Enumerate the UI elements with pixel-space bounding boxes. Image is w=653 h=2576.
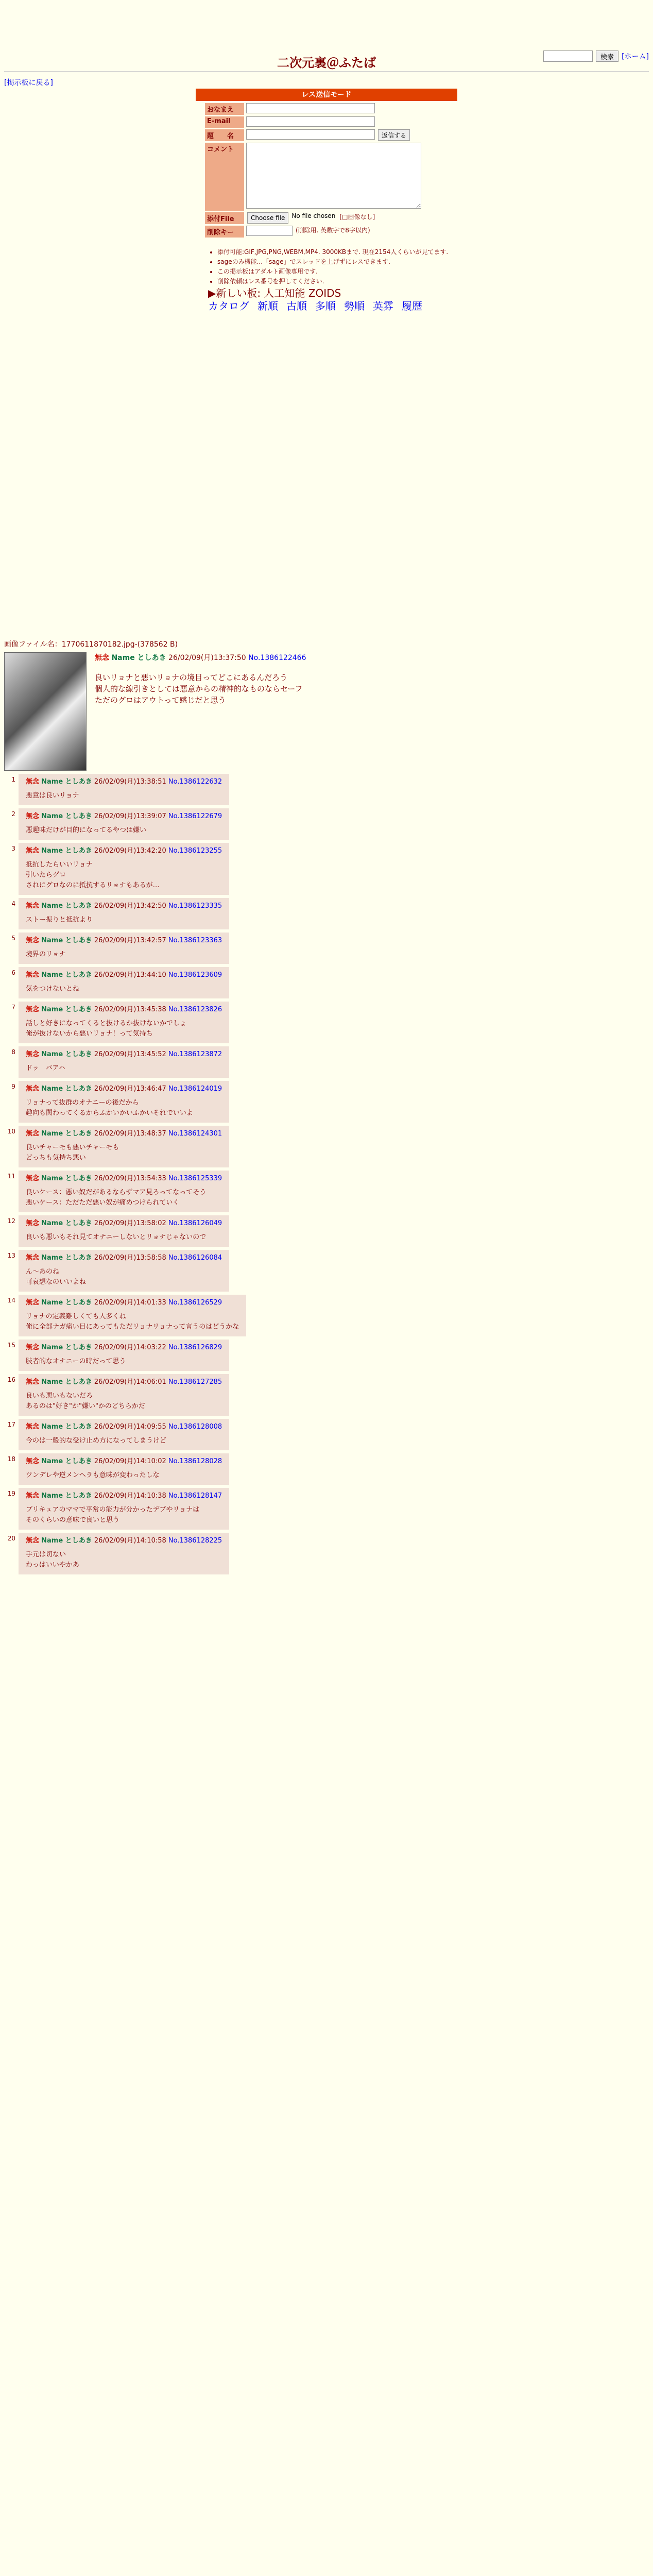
reply-number-link[interactable]: No.1386124019 <box>168 1085 222 1093</box>
reply-name: Name としあき <box>41 971 92 979</box>
reply-number-link[interactable]: No.1386126829 <box>168 1344 222 1351</box>
reply-name: Name としあき <box>41 1344 92 1351</box>
reply-name: Name としあき <box>41 778 92 786</box>
reply-name: Name としあき <box>41 1492 92 1500</box>
op-header <box>95 652 306 663</box>
reply-index: 10 <box>7 1128 15 1135</box>
reply-line: 悪意は良いリョナ <box>26 792 79 800</box>
reply-date: 26/02/09(月)13:42:20 <box>94 847 166 855</box>
reply-line: 俺が抜けないから悪いリョナ！って気持ち <box>26 1030 153 1038</box>
reply-subject: 無念 <box>26 1175 40 1182</box>
reply-row <box>4 1340 648 1371</box>
reply-number-link[interactable]: No.1386126049 <box>168 1219 222 1227</box>
reply-post <box>19 1250 229 1292</box>
file-status: No file chosen <box>291 212 336 219</box>
reply-line: 可哀想なのいいよね <box>26 1278 87 1286</box>
reply-subject: 無念 <box>26 1130 40 1138</box>
reply-number-link[interactable]: No.1386128225 <box>168 1537 222 1545</box>
reply-date: 26/02/09(月)13:58:58 <box>94 1254 166 1262</box>
reply-row <box>4 1250 648 1292</box>
reply-post <box>19 774 229 805</box>
comment-textarea[interactable] <box>246 143 421 209</box>
reply-subject: 無念 <box>26 1492 40 1500</box>
reply-row <box>4 808 648 840</box>
reply-number-link[interactable]: No.1386126529 <box>168 1299 222 1307</box>
rule-item: • 削除依頼はレス番号を押してください. <box>217 277 476 286</box>
reply-number-link[interactable]: No.1386122679 <box>168 812 222 820</box>
reply-post <box>19 1002 229 1043</box>
reply-date: 26/02/09(月)14:09:55 <box>94 1423 166 1431</box>
reply-date: 26/02/09(月)13:44:10 <box>94 971 166 979</box>
reply-post <box>19 1295 246 1336</box>
op-number-link[interactable]: No.1386122466 <box>248 654 306 662</box>
reply-date: 26/02/09(月)14:06:01 <box>94 1378 166 1386</box>
reply-subject: 無念 <box>26 971 40 979</box>
reply-row <box>4 1295 648 1336</box>
reply-row <box>4 1046 648 1078</box>
reply-line: 悪いケース：ただただ悪い奴が痛めつけられていく <box>26 1199 180 1207</box>
reply-text <box>26 825 222 836</box>
reply-name: Name としあき <box>41 1050 92 1058</box>
reply-name: Name としあき <box>41 1423 92 1431</box>
reply-index: 13 <box>7 1252 15 1259</box>
rule-item: • 添付可能:GIF,JPG,PNG,WEBM,MP4. 3000KBまで. 現在2154人くらいが見てます. <box>217 247 476 257</box>
reply-header <box>26 1048 222 1058</box>
reply-line: 俺に全部ナガ痛い目にあってもただリョナリョナって言うのはどうかな <box>26 1323 239 1331</box>
history-link[interactable]: 履歴 <box>402 300 422 312</box>
reply-name: Name としあき <box>41 1537 92 1545</box>
reply-text <box>26 1391 222 1412</box>
reply-subject: 無念 <box>26 812 40 820</box>
file-label: 添付File <box>205 212 244 224</box>
op-text <box>95 672 306 706</box>
name-label: おなまえ <box>205 103 244 115</box>
reply-row <box>4 1215 648 1247</box>
reply-post <box>19 1126 229 1167</box>
reply-header <box>26 1376 222 1386</box>
reply-subject: 無念 <box>26 1458 40 1465</box>
rule-item: • sageのみ機能...「sage」でスレッドを上げずにレスできます. <box>217 257 476 267</box>
reply-subject: 無念 <box>26 847 40 855</box>
reply-date: 26/02/09(月)13:54:33 <box>94 1175 166 1182</box>
reply-header <box>26 845 222 855</box>
board-rules <box>208 247 476 311</box>
reply-name: Name としあき <box>41 1219 92 1227</box>
subject-label: 題 名 <box>205 129 244 141</box>
reply-date: 26/02/09(月)14:01:33 <box>94 1299 166 1307</box>
reply-line: ドッ バアハ <box>26 1064 65 1072</box>
reply-name: Name としあき <box>41 1299 92 1307</box>
reply-text <box>26 1019 222 1039</box>
reply-date: 26/02/09(月)13:45:38 <box>94 1006 166 1013</box>
reply-line: わっはいいやかあ <box>26 1561 79 1569</box>
reply-name: Name としあき <box>41 1006 92 1013</box>
back-to-board-link[interactable]: [掲示板に戻る] <box>4 79 53 87</box>
reply-line: ん〜あのね <box>26 1268 60 1276</box>
reply-index: 16 <box>7 1376 15 1383</box>
delkey-label: 削除キー <box>205 226 244 238</box>
reply-subject: 無念 <box>26 902 40 910</box>
reply-text <box>26 984 222 994</box>
reply-row <box>4 1171 648 1212</box>
reply-index: 3 <box>11 845 15 852</box>
reply-number-link[interactable]: No.1386125339 <box>168 1175 222 1182</box>
choose-file-button[interactable]: Choose file <box>247 212 288 224</box>
catalog-link[interactable]: カタログ <box>208 300 249 312</box>
reply-text <box>26 1232 222 1243</box>
reply-header <box>26 810 222 820</box>
reply-date: 26/02/09(月)13:46:47 <box>94 1085 166 1093</box>
reply-row <box>4 1126 648 1167</box>
op-line: 個人的な線引きとしては悪意からの精神的なものならセーフ <box>95 684 303 693</box>
reply-text <box>26 1312 239 1332</box>
reply-date: 26/02/09(月)13:58:02 <box>94 1219 166 1227</box>
op-thumbnail[interactable] <box>4 652 87 771</box>
reply-header <box>26 1217 222 1227</box>
search-button[interactable]: 検索 <box>596 50 618 62</box>
reply-subject: 無念 <box>26 1085 40 1093</box>
reply-row <box>4 1533 648 1574</box>
email-input[interactable] <box>246 116 375 127</box>
reply-index: 9 <box>11 1083 15 1090</box>
reply-date: 26/02/09(月)13:45:52 <box>94 1050 166 1058</box>
reply-post <box>19 1340 229 1371</box>
reply-line: 話しと好きになってくると抜けるか抜けないかでしょ <box>26 1020 187 1027</box>
reply-name: Name としあき <box>41 847 92 855</box>
reply-index: 5 <box>11 935 15 942</box>
reply-date: 26/02/09(月)14:10:02 <box>94 1458 166 1465</box>
reply-post <box>19 1081 229 1123</box>
comment-label: コメント <box>205 143 244 211</box>
subject-input[interactable] <box>246 129 375 140</box>
reply-name: Name としあき <box>41 1085 92 1093</box>
reply-line: ブリキュアのママで平常の能力が分かったデブやリョナは <box>26 1506 200 1514</box>
reply-text <box>26 1143 222 1163</box>
reply-text <box>26 1436 222 1446</box>
reply-post <box>19 1374 229 1416</box>
reply-subject: 無念 <box>26 1344 40 1351</box>
op-line: ただのグロはアウトって感じだと思う <box>95 696 226 705</box>
reply-line: どっちも気持ち悪い <box>26 1154 86 1162</box>
reply-header <box>26 1173 222 1182</box>
reply-line: リョナの定義難しくても人多くね <box>26 1313 126 1320</box>
reply-line: 良いケース：悪い奴だがあるならザマア見ろってなってそう <box>26 1189 207 1196</box>
reply-number-link[interactable]: No.1386123826 <box>168 1006 222 1013</box>
reply-header <box>26 900 222 910</box>
reply-index: 7 <box>11 1004 15 1011</box>
reply-text <box>26 1063 222 1074</box>
reply-date: 26/02/09(月)13:48:37 <box>94 1130 166 1138</box>
divider <box>4 71 649 72</box>
reply-line: 趣向も関わってくるからふかいかいふかいそれでいいよ <box>26 1109 193 1117</box>
reply-subject: 無念 <box>26 937 40 944</box>
name-input[interactable] <box>246 103 375 113</box>
reply-name: Name としあき <box>41 902 92 910</box>
reply-row <box>4 967 648 998</box>
reply-row <box>4 1488 648 1530</box>
reply-line: 良いも悪いもないだろ <box>26 1392 93 1400</box>
delkey-note: (削除用. 英数字で8字以内) <box>296 227 370 234</box>
sort-many-link[interactable]: 多順 <box>315 300 336 312</box>
reply-number-link[interactable]: No.1386126084 <box>168 1254 222 1262</box>
reply-index: 1 <box>11 776 15 783</box>
sort-other-link[interactable]: 英雰 <box>373 300 393 312</box>
reply-header <box>26 1535 222 1545</box>
reply-index: 14 <box>7 1297 15 1304</box>
reply-line: そのくらいの意味で良いと思う <box>26 1516 120 1524</box>
reply-subject: 無念 <box>26 1537 40 1545</box>
reply-number-link[interactable]: No.1386123363 <box>168 937 222 944</box>
op-name: Name としあき <box>111 654 166 662</box>
reply-name: Name としあき <box>41 1130 92 1138</box>
reply-header <box>26 1004 222 1013</box>
reply-subject: 無念 <box>26 1219 40 1227</box>
reply-date: 26/02/09(月)14:10:58 <box>94 1537 166 1545</box>
reply-post <box>19 1171 229 1212</box>
sort-momentum-link[interactable]: 勢順 <box>344 300 365 312</box>
reply-index: 18 <box>7 1455 15 1463</box>
reply-text <box>26 1470 222 1481</box>
reply-line: リョナって抜群のオナニーの後だから <box>26 1099 139 1107</box>
reply-index: 11 <box>7 1173 15 1180</box>
reply-row <box>4 774 648 805</box>
reply-row <box>4 1419 648 1450</box>
reply-number-link[interactable]: No.1386124301 <box>168 1130 222 1138</box>
reply-index: 17 <box>7 1421 15 1428</box>
reply-number-link[interactable]: No.1386122632 <box>168 778 222 786</box>
reply-date: 26/02/09(月)13:42:57 <box>94 937 166 944</box>
reply-post <box>19 967 229 998</box>
reply-subject: 無念 <box>26 1378 40 1386</box>
reply-number-link[interactable]: No.1386128028 <box>168 1458 222 1465</box>
reply-text <box>26 1098 222 1118</box>
reply-post <box>19 843 229 895</box>
op-line: 良いリョナと悪いリョナの境目ってどこにあるんだろう <box>95 673 288 682</box>
reply-name: Name としあき <box>41 937 92 944</box>
reply-date: 26/02/09(月)14:03:22 <box>94 1344 166 1351</box>
reply-line: 抵抗したらいいリョナ <box>26 861 93 869</box>
reply-index: 6 <box>11 969 15 976</box>
reply-header <box>26 1252 222 1262</box>
reply-post <box>19 933 229 964</box>
reply-mode-bar: レス送信モード <box>196 89 457 101</box>
reply-post <box>19 1533 229 1574</box>
reply-line: ツンデレや逆メンヘラも意味が変わったしな <box>26 1471 160 1479</box>
reply-line: 今のは一般的な受け止め方になってしまうけど <box>26 1437 167 1445</box>
reply-line: されにグロなのに抵抗するリョナもあるが… <box>26 882 160 889</box>
reply-text <box>26 1505 222 1526</box>
reply-date: 26/02/09(月)14:10:38 <box>94 1492 166 1500</box>
reply-number-link[interactable]: No.1386127285 <box>168 1378 222 1386</box>
reply-text <box>26 1267 222 1287</box>
reply-header <box>26 1490 222 1500</box>
op-date: 26/02/09(月)13:37:50 <box>168 654 246 662</box>
reply-text <box>26 915 222 925</box>
reply-name: Name としあき <box>41 1458 92 1465</box>
reply-header <box>26 1083 222 1093</box>
reply-text <box>26 860 222 891</box>
reply-line: 良いチャーモも悪いチャーモも <box>26 1144 119 1151</box>
op-file-info[interactable]: 画像ファイル名：1770611870182.jpg-(378562 B) <box>4 640 178 649</box>
reply-number-link[interactable]: No.1386123335 <box>168 902 222 910</box>
reply-number-link[interactable]: No.1386123255 <box>168 847 222 855</box>
reply-post <box>19 1046 229 1078</box>
home-link[interactable]: [ホーム] <box>622 53 649 61</box>
reply-line: 境界のリョナ <box>26 951 66 958</box>
reply-subject: 無念 <box>26 1050 40 1058</box>
reply-subject: 無念 <box>26 1423 40 1431</box>
reply-index: 19 <box>7 1490 15 1497</box>
op-subject: 無念 <box>95 654 109 662</box>
reply-line: 悪趣味だけが目的になってるやつは嫌い <box>26 826 147 834</box>
reply-line: 肢者的なオナニーの時だって思う <box>26 1358 126 1365</box>
reply-text <box>26 950 222 960</box>
reply-date: 26/02/09(月)13:38:51 <box>94 778 166 786</box>
reply-row <box>4 843 648 895</box>
delkey-input[interactable] <box>246 226 293 236</box>
reply-index: 20 <box>7 1535 15 1542</box>
thread <box>4 639 648 1574</box>
reply-post <box>19 1215 229 1247</box>
reply-header <box>26 1128 222 1138</box>
reply-row <box>4 1453 648 1485</box>
sort-new-link[interactable]: 新順 <box>257 300 278 312</box>
new-boards-link[interactable]: ▶新しい板: 人工知能 ZOIDS <box>208 287 341 299</box>
send-button[interactable]: 返信する <box>378 129 410 141</box>
reply-header <box>26 1455 222 1465</box>
site-title: 二次元裏＠ふたば <box>277 56 376 70</box>
reply-line: 手元は切ない <box>26 1551 66 1558</box>
reply-line: 気をつけないとね <box>26 985 80 993</box>
reply-index: 4 <box>11 900 15 907</box>
reply-name: Name としあき <box>41 812 92 820</box>
reply-index: 12 <box>7 1217 15 1225</box>
reply-number-link[interactable]: No.1386128008 <box>168 1423 222 1431</box>
reply-text <box>26 1188 222 1208</box>
reply-post <box>19 808 229 840</box>
reply-text <box>26 1357 222 1367</box>
reply-text <box>26 791 222 801</box>
sort-old-link[interactable]: 古順 <box>286 300 307 312</box>
reply-subject: 無念 <box>26 1254 40 1262</box>
reply-name: Name としあき <box>41 1175 92 1182</box>
reply-row <box>4 1374 648 1416</box>
reply-line: あるのは"好き"か"嫌い"かのどちらかだ <box>26 1402 145 1410</box>
reply-subject: 無念 <box>26 1299 40 1307</box>
reply-index: 15 <box>7 1342 15 1349</box>
reply-header <box>26 1421 222 1431</box>
reply-number-link[interactable]: No.1386123609 <box>168 971 222 979</box>
reply-row <box>4 898 648 929</box>
no-image-checkbox[interactable]: [□画像なし] <box>339 213 375 221</box>
reply-header <box>26 1342 222 1351</box>
op-post <box>4 652 648 771</box>
reply-index: 8 <box>11 1048 15 1056</box>
reply-date: 26/02/09(月)13:42:50 <box>94 902 166 910</box>
reply-index: 2 <box>11 810 15 818</box>
reply-line: 引いたらグロ <box>26 871 66 879</box>
reply-line: 良いも悪いもそれ見てオナニーしないとリョナじゃないので <box>26 1233 207 1241</box>
reply-list <box>4 774 648 1574</box>
reply-post <box>19 898 229 929</box>
reply-row <box>4 933 648 964</box>
post-form <box>205 103 452 239</box>
reply-number-link[interactable]: No.1386123872 <box>168 1050 222 1058</box>
reply-line: ストー振りと抵抗より <box>26 916 93 924</box>
reply-post <box>19 1419 229 1450</box>
reply-header <box>26 776 222 786</box>
reply-header <box>26 969 222 979</box>
catalog-links <box>208 301 476 311</box>
reply-row <box>4 1081 648 1123</box>
reply-subject: 無念 <box>26 778 40 786</box>
reply-header <box>26 935 222 944</box>
reply-name: Name としあき <box>41 1254 92 1262</box>
reply-subject: 無念 <box>26 1006 40 1013</box>
rule-item: • この掲示板はアダルト画像専用です. <box>217 267 476 277</box>
reply-header <box>26 1297 239 1307</box>
reply-post <box>19 1488 229 1530</box>
email-label: E-mail <box>205 116 244 128</box>
reply-text <box>26 1550 222 1570</box>
reply-name: Name としあき <box>41 1378 92 1386</box>
reply-date: 26/02/09(月)13:39:07 <box>94 812 166 820</box>
reply-number-link[interactable]: No.1386128147 <box>168 1492 222 1500</box>
reply-post <box>19 1453 229 1485</box>
reply-row <box>4 1002 648 1043</box>
